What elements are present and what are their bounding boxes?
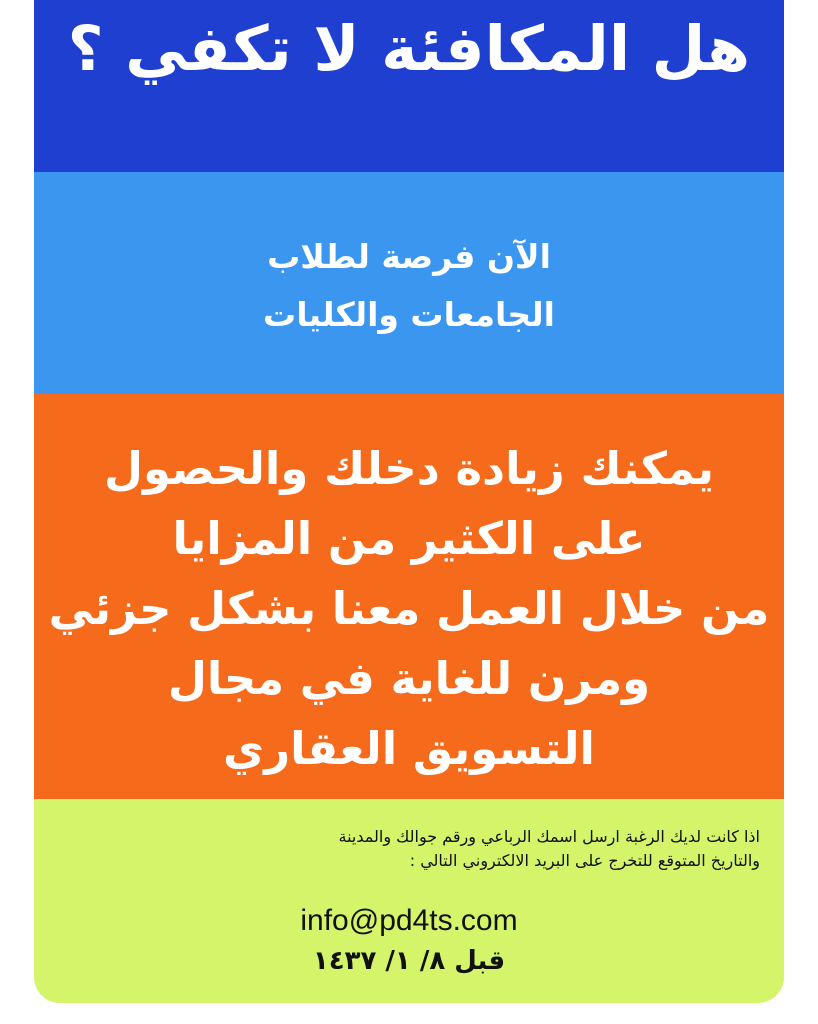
message-line: التسويق العقاري xyxy=(223,722,595,775)
contact-instructions xyxy=(339,825,760,873)
message-line: على الكثير من المزايا xyxy=(172,512,646,565)
message-band xyxy=(34,394,784,799)
subtitle-line: الآن فرصة لطلاب xyxy=(267,237,551,276)
instruction-line: اذا كانت لديك الرغبة ارسل اسمك الرباعي ورقم جوالك والمدينة xyxy=(338,827,760,846)
contact-band xyxy=(34,799,784,1003)
contact-email[interactable]: info@pd4ts.com xyxy=(300,904,518,937)
subtitle-text xyxy=(34,228,784,344)
message-text xyxy=(34,434,784,784)
subtitle-band xyxy=(34,172,784,394)
instruction-line: والتاريخ المتوقع للتخرج على البريد الالكتروني التالي : xyxy=(409,851,760,870)
page-margin xyxy=(786,0,818,1024)
subtitle-line: الجامعات والكليات xyxy=(263,295,555,334)
message-line: من خلال العمل معنا بشكل جزئي xyxy=(48,582,770,635)
flyer xyxy=(34,0,784,1003)
message-line: ومرن للغاية في مجال xyxy=(167,652,651,705)
title-band xyxy=(34,0,784,172)
message-line: يمكنك زيادة دخلك والحصول xyxy=(104,442,714,495)
flyer-title: هل المكافئة لا تكفي ؟ xyxy=(67,12,750,85)
deadline-date: قبل ٨/ ١/ ١٤٣٧ xyxy=(312,946,506,976)
